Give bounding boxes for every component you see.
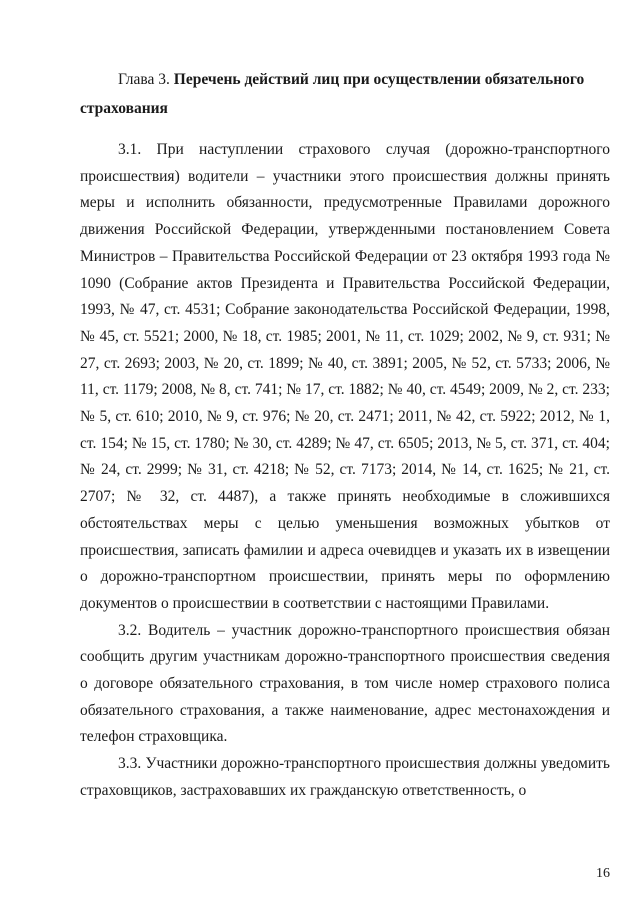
- document-body: [80, 137, 610, 805]
- paragraph-3-1: 3.1. При наступлении страхового случая (дорожно-транспортного происшествия) водители – участники этого происшествия должны принять меры и исполнить обязанности, предусмотренные Правилами дорожного движения Российской Федерации, утвержденными постановлением Совета Министров – Правительства Российской Федерации от 23 октября 1993 года № 1090 (Собрание актов Президента и Правительства Российской Федерации, 1993, № 47, ст. 4531; Собрание законодательства Российской Федерации, 1998, № 45, ст. 5521; 2000, № 18, ст. 1985; 2001, № 11, ст. 1029; 2002, № 9, ст. 931; № 27, ст. 2693; 2003, № 20, ст. 1899; № 40, ст. 3891; 2005, № 52, ст. 5733; 2006, № 11, ст. 1179; 2008, № 8, ст. 741; № 17, ст. 1882; № 40, ст. 4549; 2009, № 2, ст. 233; № 5, ст. 610; 2010, № 9, ст. 976; № 20, ст. 2471; 2011, № 42, ст. 5922; 2012, № 1, ст. 154; № 15, ст. 1780; № 30, ст. 4289; № 47, ст. 6505; 2013, № 5, ст. 371, ст. 404; № 24, ст. 2999; № 31, ст. 4218; № 52, ст. 7173; 2014, № 14, ст. 1625; № 21, ст. 2707; № 32, ст. 4487), а также принять необходимые в сложившихся обстоятельствах меры с целью уменьшения возможных убытков от происшествия, записать фамилии и адреса очевидцев и указать их в извещении о дорожно-транспортном происшествии, принять меры по оформлению документов о происшествии в соответствии с настоящими Правилами.: [80, 141, 610, 612]
- chapter-heading: [80, 65, 610, 123]
- paragraph-3-2: 3.2. Водитель – участник дорожно-транспортного происшествия обязан сообщить другим участникам дорожно-транспортного происшествия сведения о договоре обязательного страхования, в том числе номер страхового полиса обязательного страхования, а также наименование, адрес местонахождения и телефон страховщика.: [80, 621, 610, 746]
- page-number: 16: [596, 866, 610, 881]
- chapter-number: Глава 3.: [118, 71, 170, 88]
- paragraph-3-3: 3.3. Участники дорожно-транспортного происшествия должны уведомить страховщиков, застраховавших их гражданскую ответственность, о: [80, 755, 610, 799]
- chapter-title: Перечень действий лиц при осуществлении обязательного страхования: [80, 71, 585, 117]
